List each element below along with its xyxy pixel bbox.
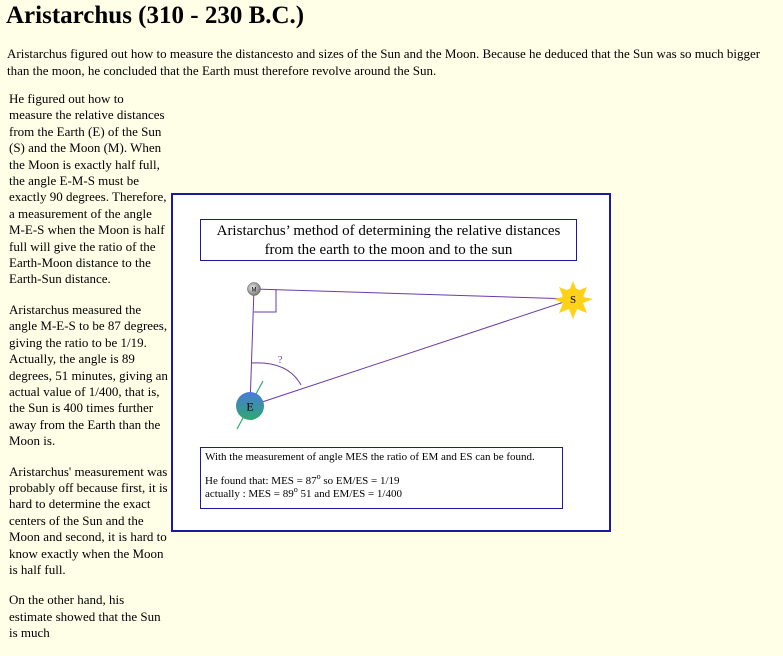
paragraph-method: He figured out how to measure the relative distances from the Earth (E) of the Sun (S) and the Moon (M). When the Moon is exactly half full, the angle E-M-S must be exactly 90 degrees. Therefore, a measurement of the angle M-E-S when the Moon is half full will give the ratio of the Earth-Moon distance to the Earth-Sun distance. [9, 91, 167, 287]
paragraph-estimate: On the other hand, his estimate showed that the Sun is much [9, 592, 161, 641]
caption-found-prefix: He found that: MES = 87 [205, 475, 317, 487]
earth-sun-line [250, 299, 573, 406]
aristarchus-diagram [171, 193, 611, 532]
diagram-caption [200, 447, 563, 509]
angle-arc [252, 363, 301, 385]
caption-found [205, 472, 558, 488]
left-column [9, 91, 169, 656]
paragraph-error: Aristarchus' measurement was probably off because first, it is hard to determine the exact centers of the Sun and the Moon and second, it is hard to know exactly when the Moon is half full. [9, 463, 168, 577]
earth-label: E [246, 399, 254, 414]
caption-actual [205, 485, 558, 501]
caption-found-suffix: so EM/ES = 1/19 [320, 475, 400, 487]
diagram-title: Aristarchus’ method of determining the relative distances from the earth to the moon and to the sun [200, 219, 577, 261]
earth-moon-line [250, 289, 254, 406]
page-title: Aristarchus (310 - 230 B.C.) [6, 2, 305, 29]
caption-line-1: With the measurement of angle MES the ratio of EM and ES can be found. [205, 451, 535, 463]
caption-actual-suffix: 51 and EM/ES = 1/400 [297, 488, 402, 500]
degree-sup: o [316, 472, 321, 481]
degree-sup: o [293, 485, 298, 494]
intro-paragraph: Aristarchus figured out how to measure the distancesto and sizes of the Sun and the Moon. Because he deduced that the Sun was so much bigger than the moon, he concluded that the Earth must therefore revolve around the Sun. [7, 46, 761, 78]
paragraph-measurement: Aristarchus measured the angle M-E-S to be 87 degrees, giving the ratio to be 1/19. Actually, the angle is 89 degrees, 51 minutes, giving an actual value of 1/400, that is, the Sun is 400 times further away from the Earth than the Moon is. [9, 301, 168, 449]
moon-label: M [251, 287, 257, 294]
caption-actual-prefix: actually : MES = 89 [205, 488, 294, 500]
moon-sun-line [251, 287, 573, 299]
angle-label: ? [278, 355, 283, 366]
sun-label: S [569, 294, 577, 306]
